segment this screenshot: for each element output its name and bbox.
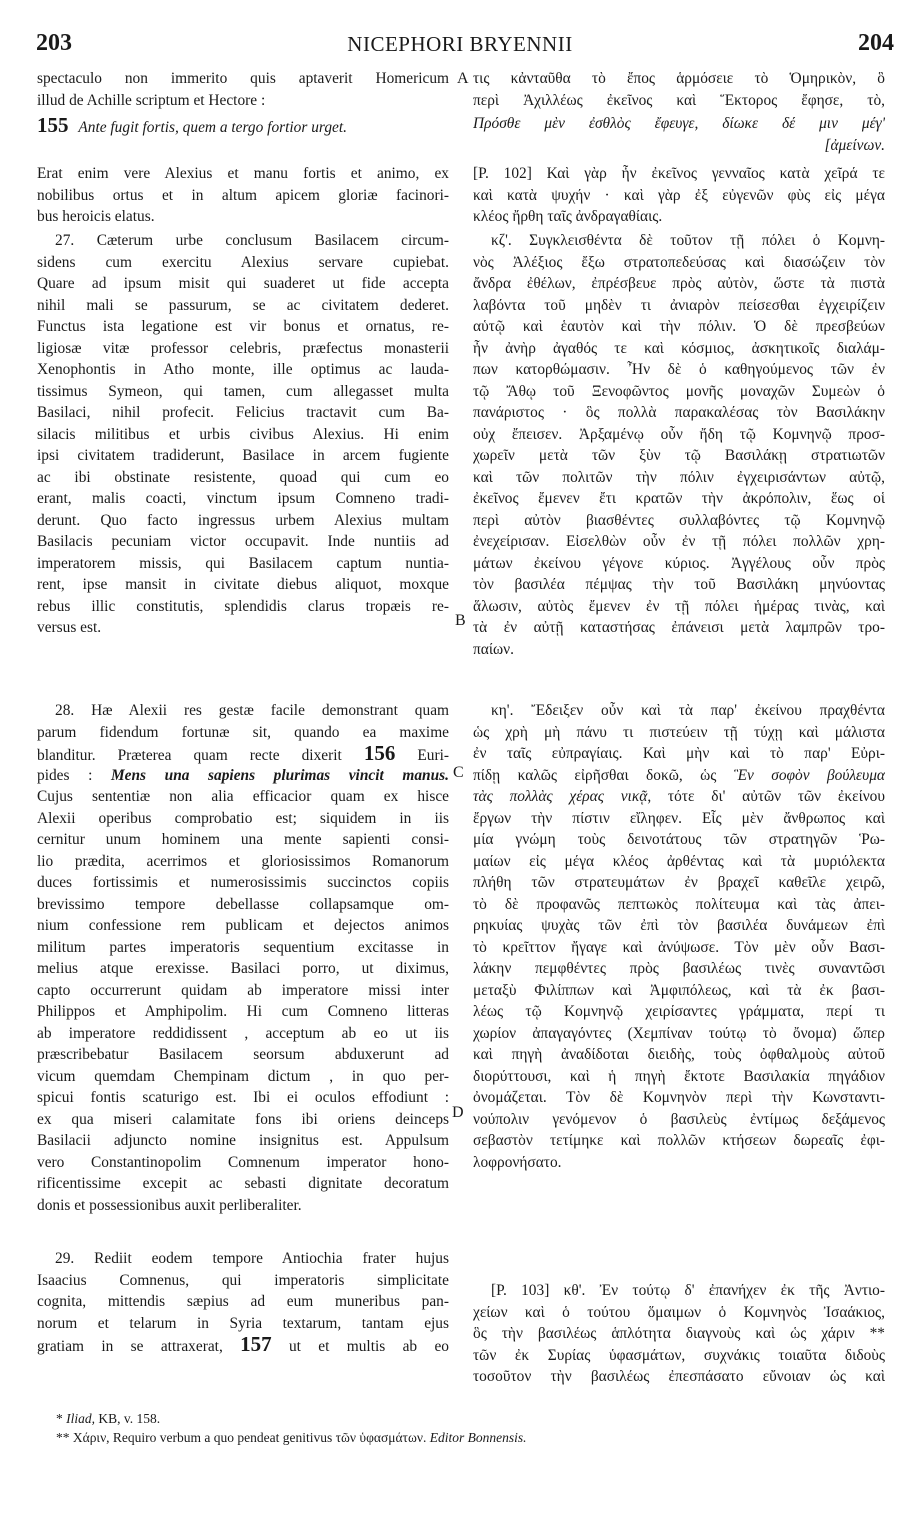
greek-line: ὀνομάζεται. Τὸν δὲ Κομνηνὸν περὶ τὴν Κωνσταντι- — [473, 1089, 885, 1106]
latin-section-29 — [37, 1248, 449, 1356]
latin-line: capto occurrerunt quidam ab imperatore missi inter — [37, 981, 449, 999]
latin-line: Basilacii adjuncto nomine insignitus est. Appulsum — [37, 1132, 449, 1149]
footnote-marker: ** — [56, 1430, 70, 1445]
latin-line: nobilibus ortus et in altum apicem gloriæ facinori- — [37, 186, 449, 204]
greek-line: καὶ κατὰ ψυχήν · καὶ γὰρ ἐξ εὐγενῶν φὺς εἰς μέγα — [473, 186, 885, 204]
latin-line: cognita, mittendis sæpius ad eum muneribus pan- — [37, 1293, 449, 1310]
greek-line: ἅλωσιν, αὐτὸς ἔμενεν ἐν τῇ πόλει ἡμέρας τινὰς, καὶ — [473, 597, 885, 615]
greek-line: διορύττουσι, καὶ ἡ πηγὴ ἔκτοτε Βασιλακία πηγάδιον — [473, 1067, 885, 1085]
latin-line: spectaculo non immerito quis aptaverit Homericum — [37, 70, 449, 87]
latin-line-part: ut et multis ab eo — [271, 1338, 449, 1355]
greek-line-part: πίδῃ καλῶς εἰρῆσθαι δοκῶ, ὡς — [473, 766, 734, 784]
footnote-text: Requiro verbum a quo pendeat genitivus τῶν ὑφασμάτων. — [112, 1430, 430, 1445]
greek-line: χωρίον ἀπαγαγόντες (Χεμπίναν τούτῳ τὸ ὄνομα) ὥπερ — [473, 1024, 885, 1042]
latin-line: spicui fontis scaturigo est. Ibi ei oculos effodiunt : — [37, 1089, 449, 1106]
greek-verse-end: [ἀμείνων. — [824, 137, 885, 154]
greek-block-2 — [473, 163, 885, 228]
latin-line: Xenophontis in Atho monte, ille optimus ac lauda- — [37, 361, 449, 378]
latin-line: derunt. Quo facto ingressus urbem Alexius multam — [37, 511, 449, 529]
latin-line: militum partes imperatoris sequentium excitasse in — [37, 938, 449, 956]
footnote-1 — [56, 1409, 876, 1428]
latin-line: Quare ad ipsum misit qui suaderet ut fide accepta — [37, 275, 449, 292]
latin-section-28 — [37, 700, 449, 1216]
greek-line: ἄνδρα ἐθέλων, ἐπρέσβευε πρὸς αὐτὸν, ὥστε τὰ πιστὰ — [473, 275, 885, 292]
greek-line: ἔργων τὴν πίστιν εἴληφεν. Εἷς μὲν ἄνθρωπος καὶ — [473, 809, 885, 827]
greek-line: ἐκεῖνος ἔμενεν ἔτι κρατῶν τὴν ἀκρόπολιν, ἕως οἱ — [473, 490, 885, 507]
greek-line: οὐχ ἔπεισεν. Ἀρξαμένῳ οὖν ἤδη τῷ Κομνηνῷ προσ- — [473, 425, 885, 443]
latin-line: brevissimo tempore debellasse collapsamque om- — [37, 895, 449, 913]
greek-line: αὑτῷ καὶ ἑαυτὸν καὶ τὴν πόλιν. Ὁ δὲ πρεσβεύων — [473, 318, 885, 335]
latin-line: Basilaci, nihil profecit. Felicius tractavit cum Ba- — [37, 404, 449, 421]
latin-line-part: Euri- — [395, 747, 449, 764]
latin-line: 27. Cæterum urbe conclusum Basilacem circum- — [55, 232, 449, 249]
latin-section-27 — [37, 230, 449, 639]
latin-line: rent, ipse mansit in civitate diebus aliquot, moxque — [37, 576, 449, 593]
euripides-quote-greek: τὰς πολλὰς χέρας νικᾷ — [473, 788, 648, 805]
greek-line: σεβαστὸν τετίμηκε καὶ πολλῶν κτήσεων δωρεαῖς ἐφι- — [473, 1132, 885, 1149]
latin-verse — [37, 111, 449, 139]
greek-line: πων κατορθώμασιν. Ἦν δὲ ὁ καθηγούμενος τῶν ἐν — [473, 361, 885, 378]
greek-line: τῶν ἐκ Συρίας ὑφασμάτων, συχνάκις τοιαῦτα διδοὺς — [473, 1346, 885, 1364]
greek-line: περὶ Ἀχιλλέως ἐκεῖνος καὶ Ἕκτορος ἔφησε, τὸ, — [473, 91, 885, 109]
greek-line: κη'. Ἔδειξεν οὖν καὶ τὰ παρ' ἐκείνου πραχθέντα — [491, 702, 885, 719]
greek-line: μία γνώμη τοὺς δεινοτάτους τῶν στρατηγῶν Ῥω- — [473, 831, 885, 848]
latin-line: 28. Hæ Alexii res gestæ facile demonstrant quam — [55, 702, 449, 719]
latin-line: præscribebatur Basilacem seorsum abduxerunt ad — [37, 1046, 449, 1063]
margin-letter-c: C — [453, 764, 464, 781]
greek-line: πλήθη τῶν στρατευμάτων ἐν βραχεῖ καθεῖλε χειρῶ, — [473, 874, 885, 891]
latin-line: sidens cum exercitu Alexius servare cupiebat. — [37, 253, 449, 271]
greek-line: ρηκυίας ψυχὰς τῶν ἐπὶ τὸν βασιλέα δυνάμεων ἐπὶ — [473, 917, 885, 934]
latin-verse-text: Ante fugit fortis, quem a tergo fortior urget. — [78, 119, 347, 136]
greek-line: ὡς χρὴ μὴ πάνυ τι πιστεύειν τῇ τύχῃ καὶ μάλιστα — [473, 723, 885, 741]
greek-line: ἦν ἀνὴρ ἀγαθός τε καὶ κόσμιος, ἀσκητικοῖς διαλάμ- — [473, 339, 885, 357]
margin-number-157: 157 — [240, 1334, 272, 1356]
latin-line: imperatorem missis, qui Basilacem captum nuntia- — [37, 554, 449, 572]
page-number-left: 203 — [36, 30, 72, 56]
greek-line: νούπολιν γενόμενον ὁ βασιλεὺς ἐντίμως δεξάμενος — [473, 1110, 885, 1128]
greek-line: τῷ Ἄθῳ τοῦ Ξενοφῶντος μονῆς μοναχῶν Συμεὼν ὁ — [473, 382, 885, 400]
latin-line: melius atque erexisse. Basilaci porro, ut diximus, — [37, 960, 449, 977]
margin-letter-b: B — [455, 612, 466, 629]
latin-line: vicum quemdam Chempinam dictum , in quo per- — [37, 1067, 449, 1085]
euripides-quote: Mens una sapiens plurimas vincit manus. — [110, 766, 449, 784]
latin-line: ipsi civitatem tradiderunt, Basilace in arcem fugiente — [37, 447, 449, 464]
greek-line: τὸ κρεῖττον ἤγαγε καὶ ἀνύψωσε. Τὸν μὲν οὖν Βασι- — [473, 938, 885, 956]
latin-line: Philippos et Amphipolim. Hi cum Comneno litteras — [37, 1003, 449, 1020]
latin-line: tissimus Symeon, qui tamen, cum allegasset multa — [37, 382, 449, 400]
latin-line: Basilacis pecuniam victor occupavit. Inde nuntiis ad — [37, 533, 449, 550]
greek-block-1 — [473, 68, 885, 157]
latin-line: Erat enim vere Alexius et manu fortis et animo, ex — [37, 165, 449, 182]
greek-line: λέως τῷ Κομνηνῷ χειρίσαντες γράμματα, περί τι — [473, 1003, 885, 1020]
latin-line: norum et telarum in Syria textarum, tantam ejus — [37, 1314, 449, 1332]
latin-line: Cujus sententiæ non alia efficacior quam ex hisce — [37, 788, 449, 805]
latin-line: ligiosæ vitæ professor celebris, præfectus monasterii — [37, 339, 449, 357]
latin-line — [37, 765, 449, 787]
greek-line — [473, 786, 885, 808]
latin-line: rebus illic constitutis, splendidis clarus tropæis re- — [37, 597, 449, 615]
greek-line — [473, 765, 885, 787]
latin-line: bus heroicis elatus. — [37, 208, 155, 225]
page-number-right: 204 — [858, 30, 894, 56]
greek-line: τὰ ἐν αὐτῇ καταστήσας ἐπάνεισι μετὰ λαμπρῶν τρο- — [473, 619, 885, 636]
greek-line: κζ'. Συγκλεισθέντα δὲ τοῦτον τῇ πόλει ὁ Κομνη- — [491, 232, 885, 249]
latin-line: ex qua miseri calamitate fons ibi oriens deinceps — [37, 1110, 449, 1128]
latin-line: Functus ista legatione est vir bonus et ornatus, re- — [37, 318, 449, 335]
latin-line: parum fidendum fortunæ sit, quando ea maxime — [37, 723, 449, 741]
greek-line: λάκην πεμφθέντες πρὸς βασιλέως τινὲς συναντῶσι — [473, 960, 885, 977]
margin-number-155: 155 — [37, 113, 69, 137]
greek-line: χωρεῖν μετὰ τῶν ξὺν τῷ Βασιλάκῃ στρατιωτῶν — [473, 447, 885, 464]
greek-line: μεταξὺ Φιλίππων καὶ Ἀμφιπόλεως, καὶ τὰ ἐκ βασι- — [473, 981, 885, 999]
margin-number-156: 156 — [363, 743, 396, 765]
greek-line: ἐνεχείρισαν. Εἰσελθὼν οὖν ἐν τῇ πόλει πολλῶν χρη- — [473, 533, 885, 550]
footnotes — [56, 1409, 876, 1447]
footnote-2 — [56, 1428, 876, 1447]
greek-line: τοσοῦτον τὴν βασιλέως ἐπεσπάσατο εὔνοιαν ὡς καὶ — [473, 1368, 885, 1385]
latin-line: Isaacius Comnenus, qui imperatoris simplicitate — [37, 1271, 449, 1289]
margin-letter-a: A — [457, 70, 469, 87]
latin-line: vero Constantinopolim Comnenum imperator hono- — [37, 1153, 449, 1171]
latin-line: ac ibi obstinate resistente, quoad qui cum eo — [37, 468, 449, 486]
latin-line — [37, 743, 449, 765]
latin-line: lio prædita, acerrimos et gloriosissimos Romanorum — [37, 852, 449, 870]
latin-line-part: pides : — [37, 766, 111, 784]
latin-line: donis et possessionibus auxit perliberaliter. — [37, 1196, 302, 1214]
greek-line: κλέος ἤρθη ταῖς ἀνδραγαθίαις. — [473, 208, 663, 225]
greek-line: νὸς Ἀλέξιος ἔξω στρατοπεδεύσας καὶ διασώζειν τὸν — [473, 253, 885, 271]
page-header — [0, 30, 920, 60]
greek-line: καὶ πηγὴ ἀναδίδοται διειδὴς, τοὺς ὀφθαλμοὺς αὐτοῦ — [473, 1046, 885, 1063]
latin-line: nium confessione rem publicam et dejectos animos — [37, 917, 449, 934]
latin-line — [37, 1334, 449, 1356]
greek-line-part: , τότε δι' αὐτῶν τῶν ἐκείνου — [647, 788, 885, 805]
latin-line-part: blanditur. Præterea quam recte dixerit — [37, 747, 364, 764]
greek-line: [P. 103] κθ'. Ἐν τούτῳ δ' ἐπανήχεν ἐκ τῆς Ἀντιο- — [491, 1282, 885, 1299]
footnote-marker: * — [56, 1411, 63, 1426]
greek-line: καὶ τῶν πολιτῶν τὴν πόλιν ἐγχειρισάντων αὐτῷ, — [473, 468, 885, 486]
latin-line: illud de Achille scriptum et Hectore : — [37, 91, 266, 109]
latin-line-part: gratiam in se attraxerat, — [37, 1338, 241, 1355]
latin-line: cernitur unum hominem una mente sapienti consi- — [37, 831, 449, 848]
footnote-text: Χάριν, — [72, 1430, 113, 1445]
latin-block-1 — [37, 68, 449, 139]
greek-verse: Πρόσθε μὲν ἐσθλὸς ἔφευγε, δίωκε δέ μιν μέγ' — [473, 115, 885, 132]
greek-section-27 — [473, 230, 885, 660]
latin-line: nihil mali se passurum, se ac civitatem dederet. — [37, 296, 449, 314]
greek-line: λοφρονήσατο. — [473, 1153, 562, 1171]
greek-line: ἐν ταῖς εὐπραγίαις. Καὶ μὴν καὶ τὸ παρ' Εὐρι- — [473, 745, 885, 762]
greek-line: χείων καὶ ὁ τούτου ὅμαιμων ὁ Κομνηνὸς Ἰσαάκιος, — [473, 1303, 885, 1321]
greek-line: μαίων εἰς μέγα κλέος ἀρθέντας καὶ τὰ μυριόλεκτα — [473, 852, 885, 870]
footnote-text: ΚΒ, v. 158. — [95, 1411, 161, 1426]
latin-line: erant, malis coacti, vinctum ipsum Comneno tradi- — [37, 490, 449, 507]
margin-letter-d: D — [452, 1104, 464, 1121]
greek-line: μάτων ἐκείνου γέγονε κύριος. Ἀγγέλους οὖν πρὸς — [473, 554, 885, 572]
greek-line: περὶ αὐτὸν βιασθέντες συλλαβόντες τῷ Κομνηνῷ — [473, 511, 885, 529]
greek-line: [P. 102] Καὶ γὰρ ἦν ἐκεῖνος γενναῖος κατὰ χεῖρά τε — [473, 165, 885, 182]
latin-line: silacis militibus et urbis civibus Alexius. Hi enim — [37, 425, 449, 443]
greek-line: παίων. — [473, 640, 514, 658]
greek-line: τὸ δὲ προφανῶς πεπτωκὸς πολίτευμα καὶ τὰς ἀπει- — [473, 895, 885, 913]
latin-block-2 — [37, 163, 449, 228]
running-title: NICEPHORI BRYENNII — [347, 32, 573, 56]
greek-line: λαβόντα τοῦ μηδὲν τι ἀνιαρὸν πείσεσθαι ἐγχειρίζειν — [473, 296, 885, 314]
greek-line: τις κἀνταῦθα τὸ ἔπος ἁρμόσειε τὸ Ὁμηρικὸν, ὃ — [473, 70, 885, 87]
greek-section-28 — [473, 700, 885, 1173]
latin-line: duces fortissimis et numerosissimis succinctos copiis — [37, 874, 449, 891]
euripides-quote-greek: Ἓν σοφὸν βούλευμα — [733, 766, 885, 784]
latin-line: 29. Rediit eodem tempore Antiochia frater hujus — [55, 1250, 449, 1267]
footnote-source: Iliad, — [66, 1411, 95, 1426]
latin-line: versus est. — [37, 619, 102, 636]
greek-section-29 — [473, 1280, 885, 1388]
greek-line: τὸν βασιλέα πέμψας τὴν τοῦ Βασιλάκη μηνύοντας — [473, 576, 885, 593]
latin-line: ab imperatore reddidissent , acceptum ab eo ut iis — [37, 1024, 449, 1042]
latin-line: Alexii operibus comprobatio est; siquidem in iis — [37, 809, 449, 827]
latin-line: rificentissime excepit ac sebasti dignitate decoratum — [37, 1175, 449, 1192]
greek-line: ὃς τὴν βασιλέως ἁπλότητα διαγνοὺς καὶ ὡς χάριν ** — [473, 1325, 885, 1342]
greek-line: πανάριστος · ὃς πολλὰ παρακαλέσας τὸν Βασιλάκην — [473, 404, 885, 421]
footnote-editor: Editor Bonnensis. — [429, 1430, 527, 1445]
